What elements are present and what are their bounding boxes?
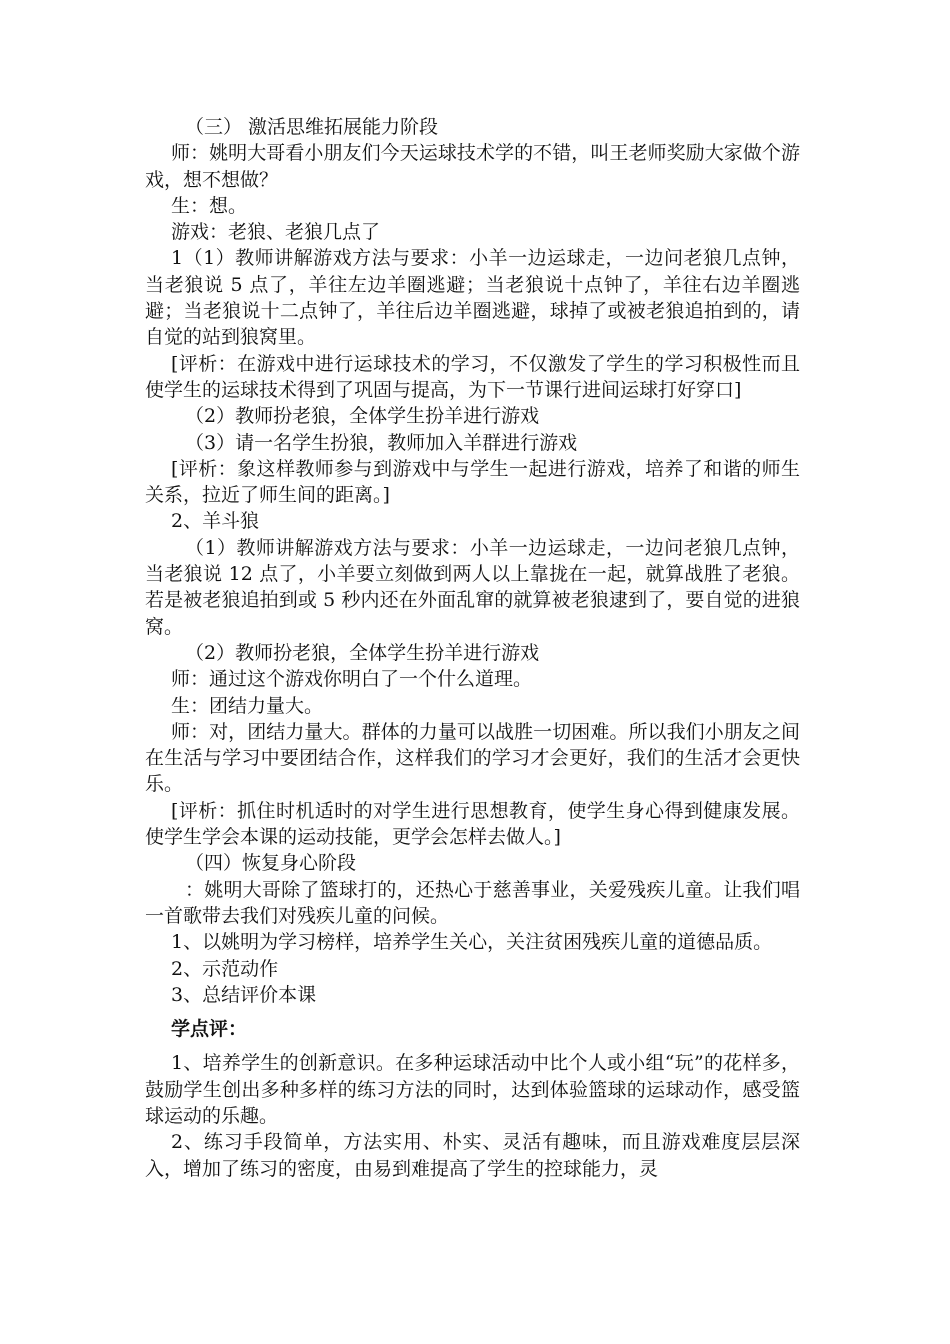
game-rules: （1）教师讲解游戏方法与要求：小羊一边运球走，一边问老狼几点钟，当老狼说 12 点了，小羊要立刻做到两人以上靠拢在一起，就算战胜了老狼。若是被老狼追拍到或 5 秒内还在外面乱窜的就算被老狼逮到了，要自觉的进狼窝。: [145, 536, 800, 638]
game-step: （3）请一名学生扮狼，教师加入羊群进行游戏: [185, 431, 578, 454]
review-heading: 学点评：: [171, 1018, 248, 1041]
dialogue-teacher: 师：对，团结力量大。群体的力量可以战胜一切困难。所以我们小朋友之间在生活与学习中要团结合作，这样我们的学习才会更好，我们的生活才会更快乐。: [145, 720, 800, 796]
document-body: [145, 114, 800, 1182]
game-step: （2）教师扮老狼，全体学生扮羊进行游戏: [185, 641, 540, 664]
game-rules: 1（1）教师讲解游戏方法与要求：小羊一边运球走，一边问老狼几点钟，当老狼说 5 点了，羊往左边羊圈逃避；当老狼说十点钟了，羊往右边羊圈逃避；当老狼说十二点钟了，羊往后边羊圈逃避，球掉了或被老狼追拍到的，请自觉的站到狼窝里。: [145, 247, 800, 349]
dialogue-student: 生：想。: [171, 194, 248, 217]
review-point: 2、练习手段简单，方法实用、朴实、灵活有趣味，而且游戏难度层层深入，增加了练习的密度，由易到难提高了学生的控球能力，灵: [145, 1131, 800, 1180]
list-item: 1、以姚明为学习榜样，培养学生关心，关注贫困残疾儿童的道德品质。: [171, 931, 773, 954]
section-heading-stage-3: （三） 激活思维拓展能力阶段: [185, 116, 439, 138]
game-title: 游戏：老狼、老狼几点了: [171, 221, 381, 244]
comment-paragraph: [评析：在游戏中进行运球技术的学习，不仅激发了学生的学习积极性而且使学生的运球技术得到了巩固与提高，为下一节课行进间运球打好穿口]: [145, 352, 800, 401]
game-title: 2、羊斗狼: [171, 510, 260, 533]
comment-paragraph: [评析：象这样教师参与到游戏中与学生一起进行游戏，培养了和谐的师生关系，拉近了师生间的距离。]: [145, 457, 800, 507]
review-point: 1、培养学生的创新意识。在多种运球活动中比个人或小组“玩”的花样多，鼓励学生创出多种多样的练习方法的同时，达到体验篮球的运球动作，感受篮球运动的乐趣。: [145, 1052, 800, 1127]
dialogue-teacher: 师：通过这个游戏你明白了一个什么道理。: [171, 668, 533, 691]
game-step: （2）教师扮老狼，全体学生扮羊进行游戏: [185, 405, 540, 428]
dialogue-student: 生：团结力量大。: [171, 694, 324, 717]
comment-paragraph: [评析：抓住时机适时的对学生进行思想教育，使学生身心得到健康发展。使学生学会本课的运动技能，更学会怎样去做人。]: [145, 799, 800, 849]
dialogue-teacher: 师：姚明大哥看小朋友们今天运球技术学的不错，叫王老师奖励大家做个游戏，想不想做？: [145, 142, 800, 191]
section-heading-stage-4: （四）恢复身心阶段: [185, 852, 357, 875]
body-paragraph: ：姚明大哥除了篮球打的，还热心于慈善事业，关爱残疾儿童。让我们唱一首歌带去我们对残疾儿童的问候。: [145, 878, 800, 927]
list-item: 2、示范动作: [171, 957, 279, 980]
list-item: 3、总结评价本课: [171, 983, 317, 1006]
